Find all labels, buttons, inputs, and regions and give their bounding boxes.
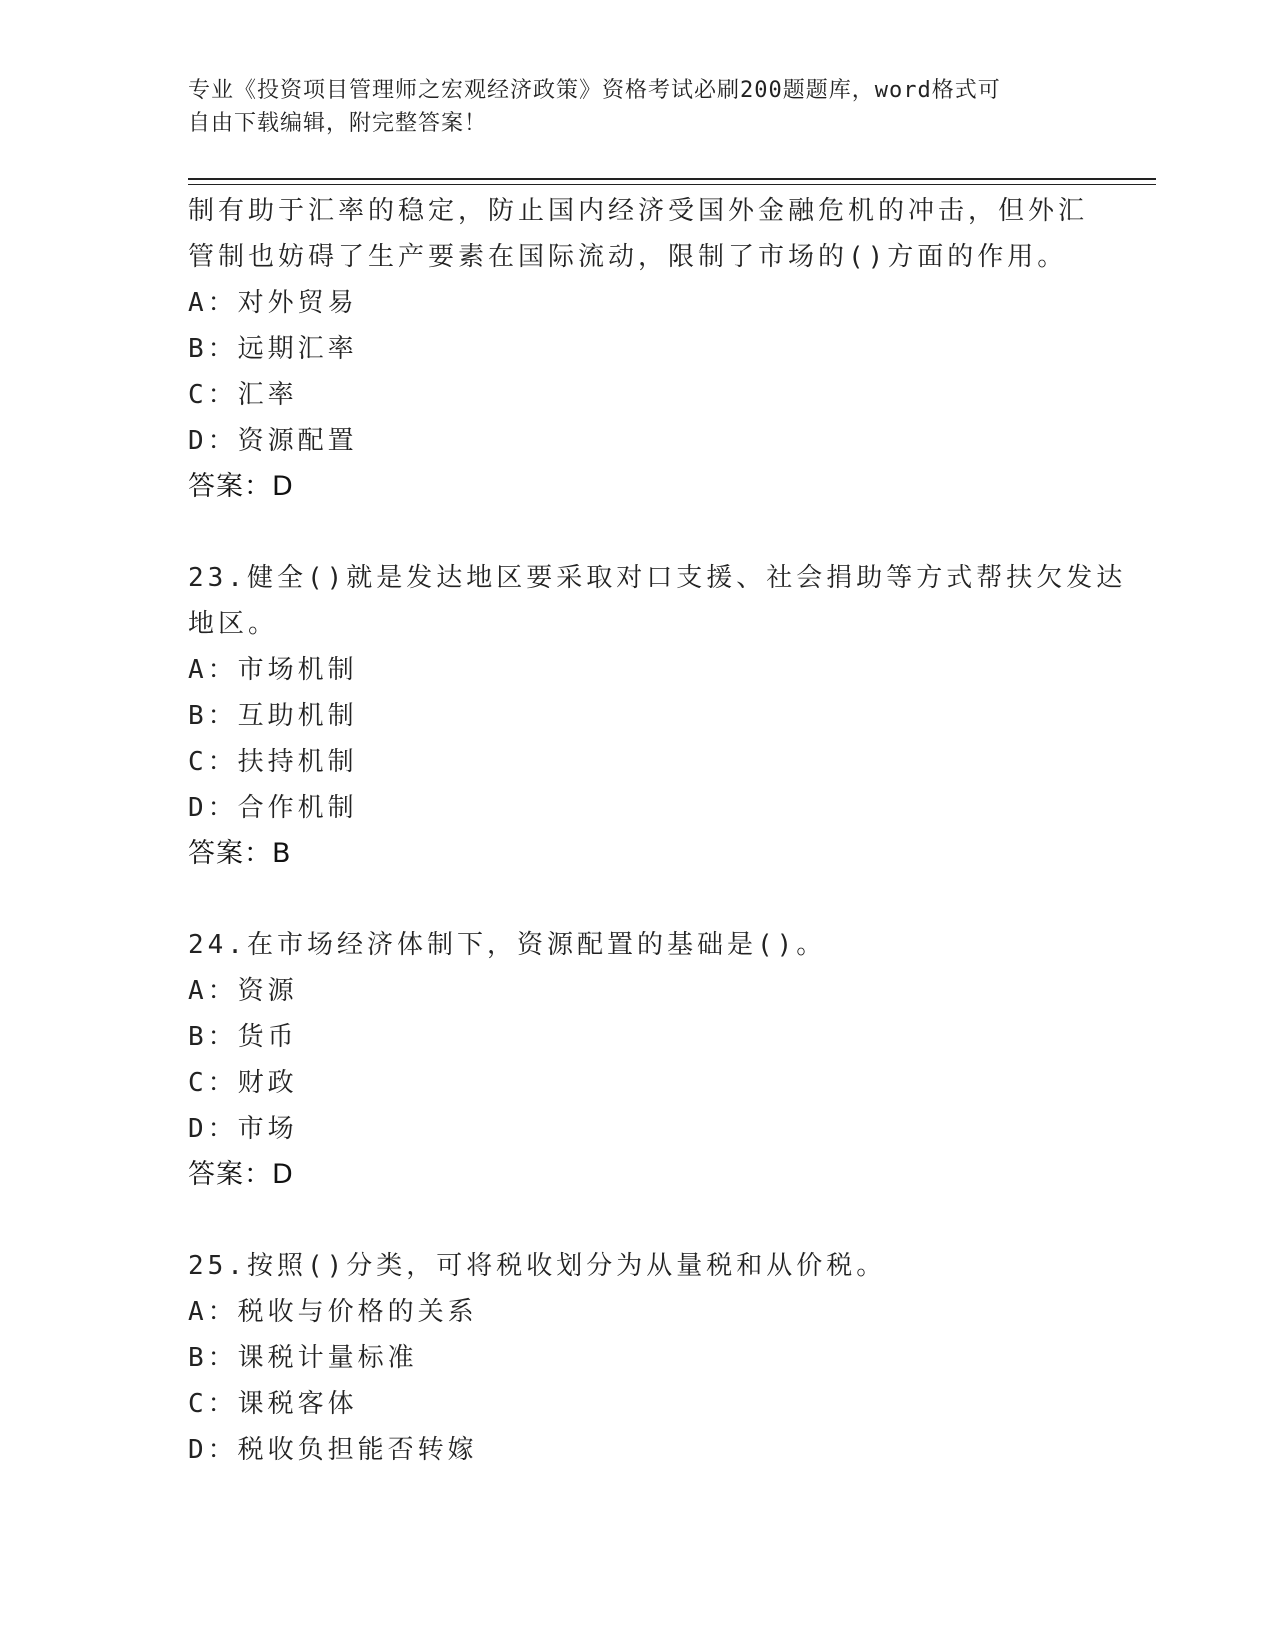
header-title-line-1: 专业《投资项目管理师之宏观经济政策》资格考试必刷200题题库，word格式可 bbox=[188, 78, 1001, 103]
option-a: A：市场机制 bbox=[188, 655, 358, 685]
option-a: A：资源 bbox=[188, 976, 298, 1006]
question-23 bbox=[188, 555, 1127, 877]
question-spacer bbox=[188, 510, 1088, 555]
option-a: A：对外贸易 bbox=[188, 288, 358, 318]
answer-label: 答案：D bbox=[188, 471, 294, 502]
answer-label: 答案：B bbox=[188, 838, 292, 869]
document-header bbox=[188, 74, 1068, 140]
option-c: C：扶持机制 bbox=[188, 747, 358, 777]
option-d: D：合作机制 bbox=[188, 793, 358, 823]
option-d: D：税收负担能否转嫁 bbox=[188, 1435, 478, 1465]
question-list bbox=[188, 188, 1127, 1473]
question-text-line: 制有助于汇率的稳定，防止国内经济受国外金融危机的冲击，但外汇 bbox=[188, 196, 1089, 226]
option-c: C：财政 bbox=[188, 1068, 298, 1098]
question-text-line: 25.按照()分类，可将税收划分为从量税和从价税。 bbox=[188, 1251, 887, 1281]
header-rule-thick bbox=[188, 178, 1156, 180]
question-text-line: 管制也妨碍了生产要素在国际流动，限制了市场的()方面的作用。 bbox=[188, 242, 1068, 272]
question-text-line: 24.在市场经济体制下，资源配置的基础是()。 bbox=[188, 930, 827, 960]
answer-label: 答案：D bbox=[188, 1159, 294, 1190]
question-22 bbox=[188, 188, 1088, 510]
question-text-line: 地区。 bbox=[188, 609, 279, 639]
option-b: B：课税计量标准 bbox=[188, 1343, 418, 1373]
question-25 bbox=[188, 1243, 1088, 1473]
header-rule-thin bbox=[188, 184, 1156, 185]
option-c: C：课税客体 bbox=[188, 1389, 358, 1419]
option-d: D：资源配置 bbox=[188, 426, 358, 456]
option-b: B：远期汇率 bbox=[188, 334, 358, 364]
header-title-line-2: 自由下载编辑，附完整答案！ bbox=[188, 111, 488, 136]
question-text-line: 23.健全()就是发达地区要采取对口支援、社会捐助等方式帮扶欠发达 bbox=[188, 563, 1127, 593]
question-spacer bbox=[188, 877, 1088, 922]
option-b: B：互助机制 bbox=[188, 701, 358, 731]
option-c: C：汇率 bbox=[188, 380, 298, 410]
question-24 bbox=[188, 922, 1088, 1198]
question-spacer bbox=[188, 1198, 1088, 1243]
option-a: A：税收与价格的关系 bbox=[188, 1297, 478, 1327]
option-d: D：市场 bbox=[188, 1114, 298, 1144]
option-b: B：货币 bbox=[188, 1022, 298, 1052]
